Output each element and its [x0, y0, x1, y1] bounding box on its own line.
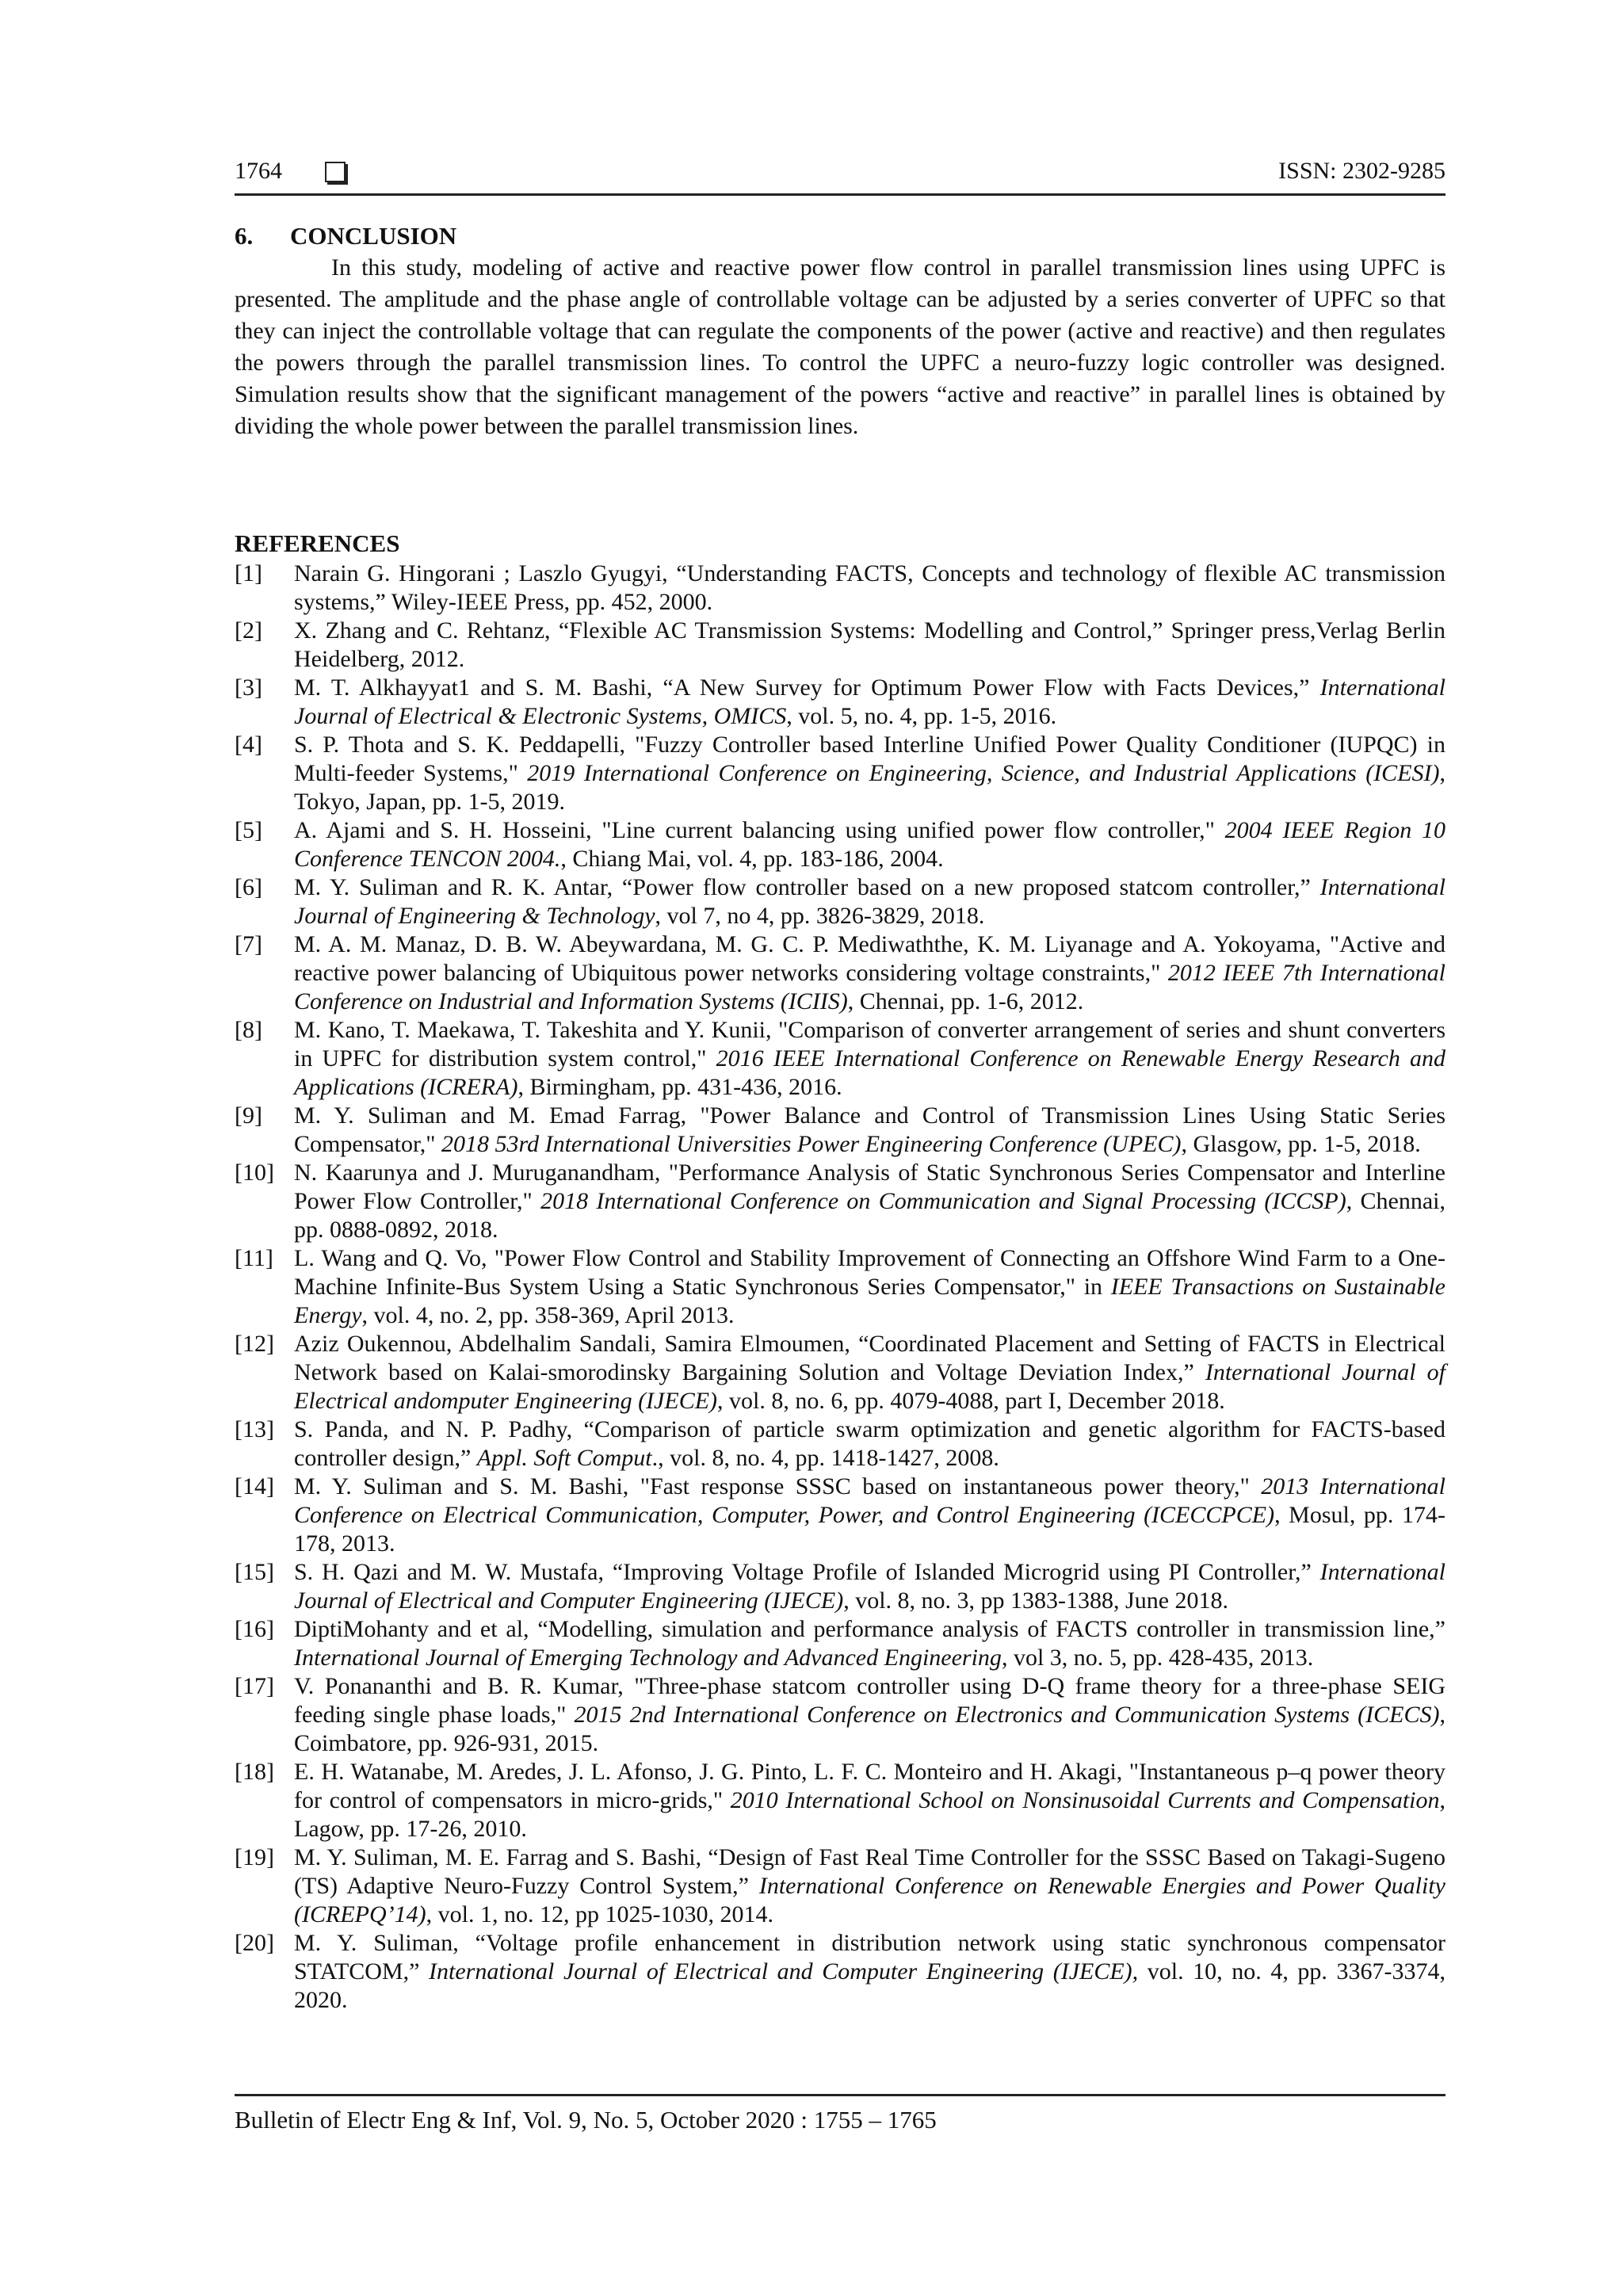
page-number: 1764 — [235, 158, 282, 184]
reference-item — [235, 930, 1445, 1016]
reference-item — [235, 1016, 1445, 1102]
reference-number: [2] — [235, 617, 262, 644]
reference-text: S. H. Qazi and M. W. Mustafa, “Improving Voltage Profile of Islanded Microgrid using PI Controller,” — [294, 1559, 1320, 1585]
reference-venue: 2010 International School on Nonsinusoidal Currents and Compensation — [730, 1787, 1440, 1813]
reference-text: M. Y. Suliman, M. E. Farrag and S. Bashi, “Design of Fast Real Time Controller for the SSSC Based on Takagi-Sugeno (TS) Adaptive Neuro-Fuzzy Control System,” — [294, 1844, 1445, 1899]
reference-number: [19] — [235, 1844, 274, 1870]
reference-details: , Mosul, pp. 174-178, 2013. — [294, 1502, 1445, 1557]
reference-venue: Appl. Soft Comput — [476, 1445, 652, 1471]
reference-item — [235, 731, 1445, 816]
reference-item — [235, 674, 1445, 731]
reference-text: X. Zhang and C. Rehtanz, “Flexible AC Transmission Systems: Modelling and Control,” Springer press,Verlag Berlin Heidelberg, 2012. — [294, 617, 1445, 672]
reference-item — [235, 1244, 1445, 1330]
reference-number: [8] — [235, 1017, 262, 1043]
reference-number: [20] — [235, 1930, 274, 1956]
reference-details: , vol. 8, no. 6, pp. 4079-4088, part I, December 2018. — [717, 1388, 1225, 1414]
reference-text: S. Panda, and N. P. Padhy, “Comparison of particle swarm optimization and genetic algorithm for FACTS-based controller design,” — [294, 1416, 1445, 1471]
conclusion-paragraph: In this study, modeling of active and reactive power flow control in parallel transmission lines using UPFC is presented. The amplitude and the phase angle of controllable voltage can be adjusted by a series converter of UPFC so that they can inject the controllable voltage that can regulate the components of the power (active and reactive) and then regulates the powers through the parallel transmission lines. To control the UPFC a neuro-fuzzy logic controller was designed. Simulation results show that the significant management of the powers “active and reactive” in parallel lines is obtained by dividing the whole power between the parallel transmission lines. — [235, 254, 1445, 439]
reference-venue: 2012 IEEE 7th International Conference on Industrial and Information Systems (ICIIS) — [294, 960, 1445, 1014]
section-number: 6. — [235, 222, 254, 250]
reference-details: , Tokyo, Japan, pp. 1-5, 2019. — [294, 760, 1445, 815]
reference-number: [9] — [235, 1102, 262, 1129]
reference-details: , Chennai, pp. 1-6, 2012. — [847, 988, 1084, 1014]
reference-item — [235, 1758, 1445, 1843]
reference-text: M. Y. Suliman and S. M. Bashi, "Fast response SSSC based on instantaneous power theory," — [294, 1473, 1262, 1499]
reference-venue: 2018 53rd International Universities Power Engineering Conference (UPEC) — [441, 1131, 1182, 1157]
reference-details: , Chennai, pp. 0888-0892, 2018. — [294, 1188, 1445, 1243]
reference-number: [12] — [235, 1331, 274, 1357]
references-heading: REFERENCES — [235, 529, 400, 557]
reference-item — [235, 1843, 1445, 1929]
reference-item — [235, 873, 1445, 930]
reference-venue: International Journal of Engineering & Technology — [294, 874, 1445, 929]
reference-details: , Birmingham, pp. 431-436, 2016. — [517, 1074, 842, 1100]
reference-venue: IEEE Transactions on Sustainable Energy — [294, 1274, 1445, 1328]
reference-number: [14] — [235, 1473, 274, 1499]
reference-venue: International Journal of Electrical and Computer Engineering (IJECE), — [429, 1958, 1139, 1985]
reference-venue: 2004 IEEE Region 10 Conference TENCON 2004. — [294, 817, 1445, 872]
reference-number: [6] — [235, 874, 262, 900]
reference-details: , vol. 1, no. 12, pp 1025-1030, 2014. — [426, 1901, 773, 1927]
reference-details: , Lagow, pp. 17-26, 2010. — [294, 1787, 1445, 1842]
issn-label: ISSN: 2302-9285 — [1278, 158, 1445, 184]
reference-details: , vol. 4, no. 2, pp. 358-369, April 2013. — [361, 1302, 735, 1328]
reference-text: Narain G. Hingorani ; Laszlo Gyugyi, “Understanding FACTS, Concepts and technology of flexible AC transmission systems,” Wiley-IEEE Press, pp. 452, 2000. — [294, 560, 1445, 615]
reference-venue: International Conference on Renewable Energies and Power Quality (ICREPQ’14) — [294, 1873, 1445, 1927]
reference-number: [17] — [235, 1673, 274, 1699]
reference-item — [235, 1159, 1445, 1244]
reference-item — [235, 1330, 1445, 1415]
reference-text: S. P. Thota and S. K. Peddapelli, "Fuzzy Controller based Interline Unified Power Quality Conditioner (IUPQC) in Multi-feeder Systems," — [294, 732, 1445, 786]
reference-details: , Glasgow, pp. 1-5, 2018. — [1181, 1131, 1421, 1157]
reference-item — [235, 1415, 1445, 1473]
reference-text: Aziz Oukennou, Abdelhalim Sandali, Samira Elmoumen, “Coordinated Placement and Setting of FACTS in Electrical Network based on Kalai-smorodinsky Bargaining Solution and Voltage Deviation Index,” — [294, 1331, 1445, 1385]
reference-number: [13] — [235, 1416, 274, 1442]
checkbox-square-icon — [325, 162, 346, 182]
reference-number: [1] — [235, 560, 262, 586]
page-content — [235, 220, 1445, 2015]
reference-venue: 2018 International Conference on Communication and Signal Processing (ICCSP) — [540, 1188, 1346, 1214]
reference-text: M. T. Alkhayyat1 and S. M. Bashi, “A New Survey for Optimum Power Flow with Facts Devices,” — [294, 674, 1320, 701]
reference-number: [10] — [235, 1159, 274, 1186]
reference-number: [3] — [235, 674, 262, 701]
reference-number: [18] — [235, 1759, 274, 1785]
page-footer — [235, 2094, 1445, 2136]
reference-venue: 2013 International Conference on Electrical Communication, Computer, Power, and Control Engineering (ICECCPCE) — [294, 1473, 1445, 1528]
reference-item — [235, 1558, 1445, 1615]
reference-number: [4] — [235, 732, 262, 758]
reference-details: , vol 3, no. 5, pp. 428-435, 2013. — [1001, 1645, 1314, 1671]
reference-text: A. Ajami and S. H. Hosseini, "Line current balancing using unified power flow controller," — [294, 817, 1225, 843]
reference-number: [5] — [235, 817, 262, 843]
reference-venue: International Journal of Electrical & Electronic Systems, OMICS — [294, 674, 1445, 729]
reference-item — [235, 1615, 1445, 1672]
reference-text: M. Y. Suliman and R. K. Antar, “Power flow controller based on a new proposed statcom controller,” — [294, 874, 1320, 900]
conclusion-heading — [235, 220, 1445, 252]
reference-details: , Chiang Mai, vol. 4, pp. 183-186, 2004. — [560, 846, 944, 872]
references-list — [235, 560, 1445, 2015]
journal-citation: Bulletin of Electr Eng & Inf, Vol. 9, No. 5, October 2020 : 1755 – 1765 — [235, 2106, 937, 2134]
section-title: CONCLUSION — [290, 222, 457, 250]
reference-venue: International Journal of Electrical and Computer Engineering (IJECE) — [294, 1559, 1445, 1614]
reference-venue: International Journal of Electrical andomputer Engineering (IJECE) — [294, 1359, 1445, 1414]
reference-details: , vol 7, no 4, pp. 3826-3829, 2018. — [655, 903, 985, 929]
reference-text: E. H. Watanabe, M. Aredes, J. L. Afonso, J. G. Pinto, L. F. C. Monteiro and H. Akagi, "Instantaneous p–q power theory for control of compensators in micro-grids," — [294, 1759, 1445, 1813]
reference-details: , Coimbatore, pp. 926-931, 2015. — [294, 1702, 1445, 1756]
reference-text: DiptiMohanty and et al, “Modelling, simulation and performance analysis of FACTS controller in transmission line,” — [294, 1616, 1445, 1642]
reference-text: M. A. M. Manaz, D. B. W. Abeywardana, M. G. C. P. Mediwaththe, K. M. Liyanage and A. Yokoyama, "Active and reactive power balancing of Ubiquitous power networks considering voltage constraints," — [294, 931, 1445, 986]
reference-number: [16] — [235, 1616, 274, 1642]
reference-number: [11] — [235, 1245, 273, 1271]
reference-item — [235, 1929, 1445, 2015]
reference-text: M. Y. Suliman, “Voltage profile enhancement in distribution network using static synchronous compensator STATCOM,” — [294, 1930, 1445, 1985]
reference-item — [235, 617, 1445, 674]
reference-details: ., vol. 8, no. 4, pp. 1418-1427, 2008. — [651, 1445, 999, 1471]
reference-venue: 2015 2nd International Conference on Electronics and Communication Systems (ICECS) — [574, 1702, 1440, 1728]
reference-venue: 2016 IEEE International Conference on Renewable Energy Research and Applications (ICRERA) — [294, 1045, 1445, 1100]
reference-item — [235, 1672, 1445, 1758]
reference-venue: 2019 International Conference on Engineering, Science, and Industrial Applications (ICESI) — [527, 760, 1440, 786]
reference-details: , vol. 5, no. 4, pp. 1-5, 2016. — [786, 703, 1057, 729]
reference-text: V. Ponananthi and B. R. Kumar, "Three-phase statcom controller using D-Q frame theory for a three-phase SEIG feeding single phase loads," — [294, 1673, 1445, 1728]
reference-text: N. Kaarunya and J. Muruganandham, "Performance Analysis of Static Synchronous Series Compensator and Interline Power Flow Controller," — [294, 1159, 1445, 1214]
reference-text: M. Y. Suliman and M. Emad Farrag, "Power Balance and Control of Transmission Lines Using Static Series Compensator," — [294, 1102, 1445, 1157]
reference-item — [235, 1102, 1445, 1159]
reference-item — [235, 560, 1445, 617]
page-header — [235, 155, 1445, 196]
reference-item — [235, 816, 1445, 873]
reference-item — [235, 1473, 1445, 1558]
reference-text: M. Kano, T. Maekawa, T. Takeshita and Y. Kunii, "Comparison of converter arrangement of series and shunt converters in UPFC for distribution system control," — [294, 1017, 1445, 1072]
reference-number: [15] — [235, 1559, 274, 1585]
reference-venue: International Journal of Emerging Technology and Advanced Engineering — [294, 1645, 1002, 1671]
reference-text: L. Wang and Q. Vo, "Power Flow Control and Stability Improvement of Connecting an Offshore Wind Farm to a One-Machine Infinite-Bus System Using a Static Synchronous Series Compensator," in — [294, 1245, 1445, 1300]
reference-details: , vol. 8, no. 3, pp 1383-1388, June 2018. — [843, 1587, 1229, 1614]
reference-number: [7] — [235, 931, 262, 957]
reference-details: vol. 10, no. 4, pp. 3367-3374, 2020. — [294, 1958, 1446, 2013]
